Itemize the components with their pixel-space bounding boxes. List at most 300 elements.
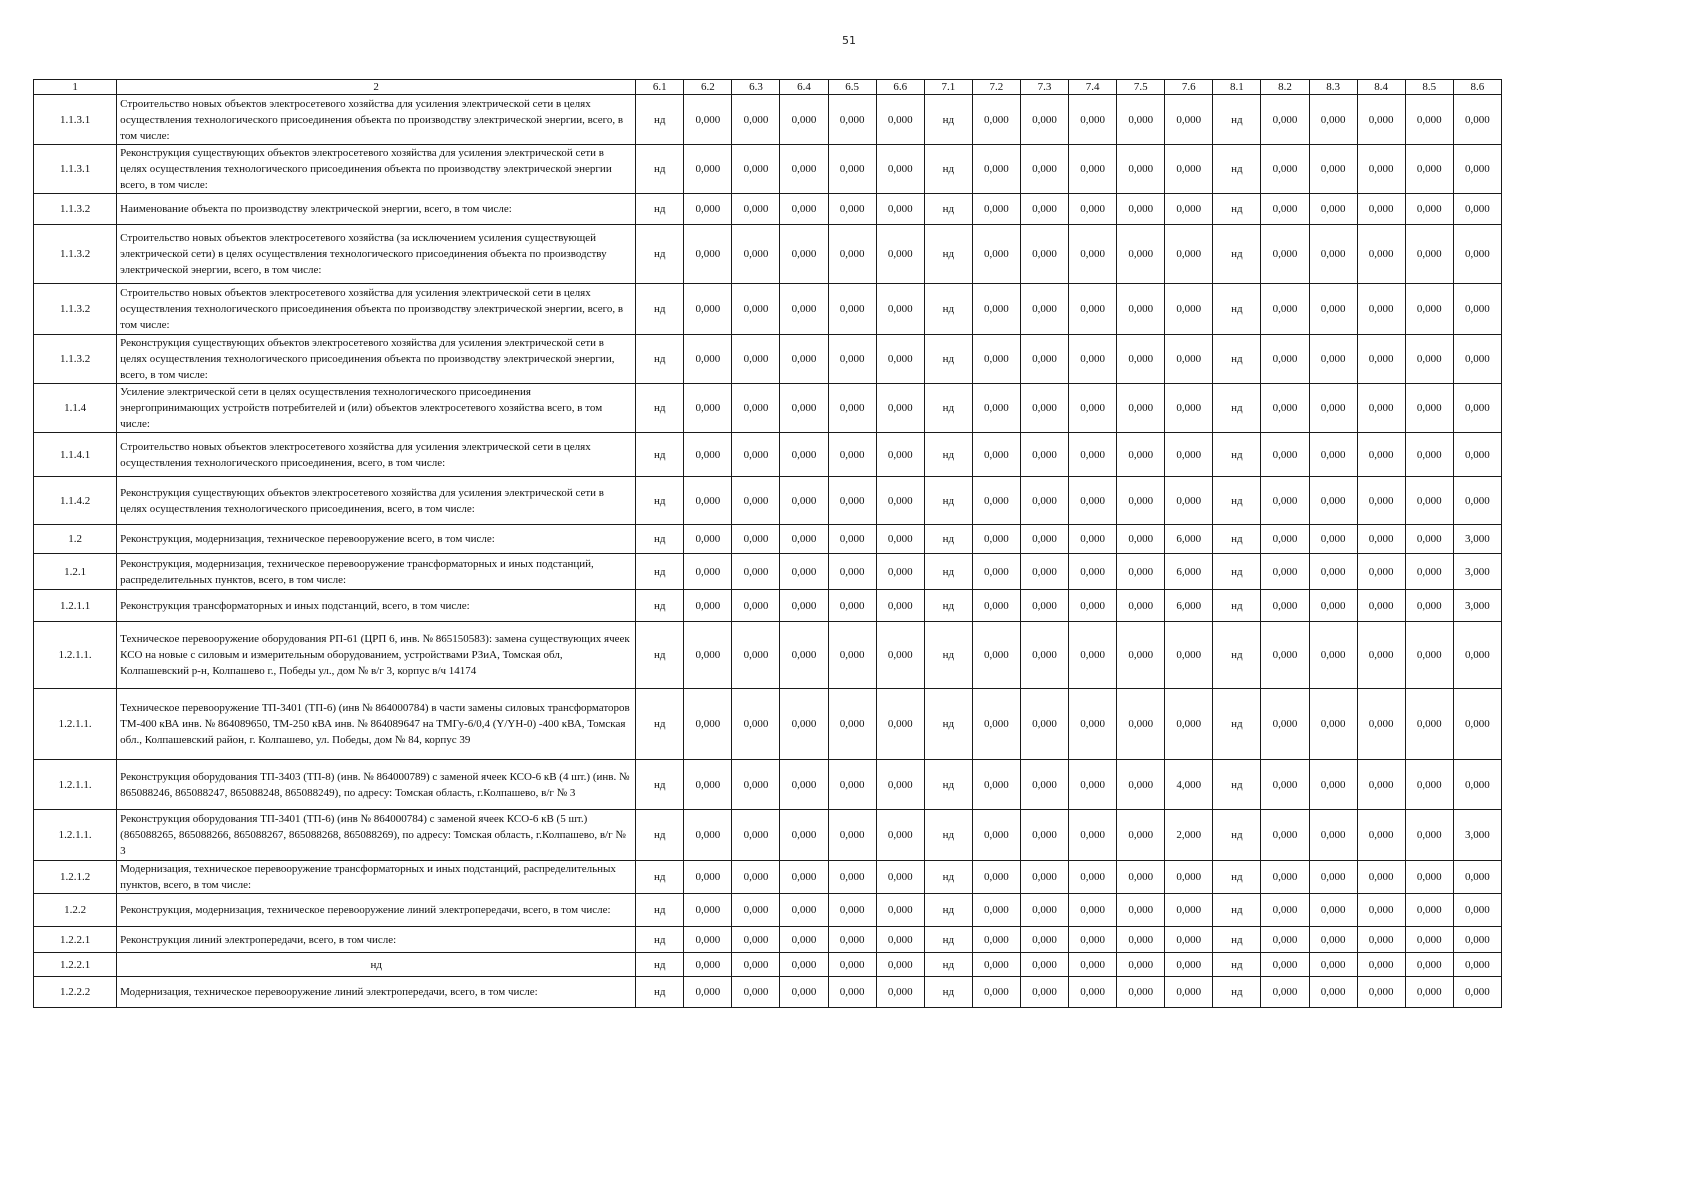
- value-cell: нд: [924, 810, 972, 861]
- value-cell: 0,000: [876, 335, 924, 384]
- value-cell: 0,000: [1020, 760, 1068, 810]
- row-code: 1.2.2.1: [34, 927, 117, 953]
- value-cell: 0,000: [780, 525, 828, 554]
- value-cell: нд: [924, 894, 972, 927]
- column-header: 8.5: [1405, 80, 1453, 95]
- value-cell: 0,000: [780, 810, 828, 861]
- row-description: нд: [117, 953, 636, 977]
- row-code: 1.1.3.1: [34, 145, 117, 194]
- row-code: 1.1.3.2: [34, 194, 117, 225]
- column-header: 1: [34, 80, 117, 95]
- row-description: Реконструкция линий электропередачи, всего, в том числе:: [117, 927, 636, 953]
- value-cell: 0,000: [972, 927, 1020, 953]
- value-cell: 0,000: [1165, 194, 1213, 225]
- value-cell: 0,000: [732, 225, 780, 284]
- value-cell: нд: [924, 861, 972, 894]
- value-cell: нд: [636, 335, 684, 384]
- row-description: Реконструкция оборудования ТП-3401 (ТП-6) (инв № 864000784) с заменой ячеек КСО-6 кВ (5 шт.) (865088265, 865088266, 865088267, 865088268, 865088269), по адресу: Томская область, г.Колпашево, в/г № 3: [117, 810, 636, 861]
- column-header: 7.5: [1117, 80, 1165, 95]
- value-cell: 0,000: [1117, 525, 1165, 554]
- value-cell: 3,000: [1453, 525, 1501, 554]
- value-cell: 3,000: [1453, 810, 1501, 861]
- value-cell: 0,000: [972, 622, 1020, 689]
- row-description: Реконструкция, модернизация, техническое перевооружение трансформаторных и иных подстанций, распределительных пунктов, всего, в том числе:: [117, 554, 636, 590]
- value-cell: 3,000: [1453, 554, 1501, 590]
- value-cell: 0,000: [1117, 977, 1165, 1008]
- value-cell: 0,000: [732, 977, 780, 1008]
- table-row: [34, 554, 1502, 590]
- value-cell: 0,000: [1165, 977, 1213, 1008]
- value-cell: нд: [636, 477, 684, 525]
- value-cell: нд: [636, 554, 684, 590]
- value-cell: 0,000: [828, 861, 876, 894]
- value-cell: 0,000: [1261, 953, 1309, 977]
- value-cell: 0,000: [1261, 433, 1309, 477]
- value-cell: 0,000: [972, 861, 1020, 894]
- value-cell: 0,000: [1069, 335, 1117, 384]
- value-cell: 0,000: [732, 384, 780, 433]
- value-cell: 0,000: [1261, 760, 1309, 810]
- table-row: [34, 927, 1502, 953]
- row-code: 1.2.1.1.: [34, 810, 117, 861]
- value-cell: 0,000: [1165, 477, 1213, 525]
- value-cell: 0,000: [1357, 554, 1405, 590]
- row-code: 1.1.4.2: [34, 477, 117, 525]
- value-cell: нд: [1213, 525, 1261, 554]
- value-cell: нд: [924, 145, 972, 194]
- value-cell: нд: [1213, 953, 1261, 977]
- value-cell: 0,000: [1453, 622, 1501, 689]
- value-cell: 0,000: [1357, 525, 1405, 554]
- value-cell: 0,000: [1405, 194, 1453, 225]
- value-cell: 0,000: [780, 95, 828, 145]
- value-cell: 0,000: [1405, 384, 1453, 433]
- value-cell: 0,000: [1020, 145, 1068, 194]
- value-cell: 0,000: [1309, 977, 1357, 1008]
- value-cell: нд: [924, 977, 972, 1008]
- value-cell: 0,000: [876, 194, 924, 225]
- value-cell: 0,000: [1020, 590, 1068, 622]
- value-cell: нд: [924, 689, 972, 760]
- value-cell: 0,000: [732, 95, 780, 145]
- value-cell: 0,000: [1165, 384, 1213, 433]
- value-cell: 0,000: [972, 525, 1020, 554]
- value-cell: 0,000: [1453, 145, 1501, 194]
- value-cell: нд: [636, 145, 684, 194]
- table-row: [34, 977, 1502, 1008]
- value-cell: 0,000: [684, 689, 732, 760]
- value-cell: 0,000: [1357, 927, 1405, 953]
- value-cell: 0,000: [1309, 384, 1357, 433]
- value-cell: 0,000: [780, 760, 828, 810]
- value-cell: 0,000: [972, 225, 1020, 284]
- value-cell: 0,000: [1309, 225, 1357, 284]
- value-cell: 0,000: [972, 384, 1020, 433]
- value-cell: 0,000: [1453, 927, 1501, 953]
- value-cell: 0,000: [1069, 284, 1117, 335]
- value-cell: 2,000: [1165, 810, 1213, 861]
- value-cell: 0,000: [1309, 927, 1357, 953]
- value-cell: 0,000: [1357, 477, 1405, 525]
- value-cell: 0,000: [972, 284, 1020, 335]
- value-cell: 0,000: [1020, 525, 1068, 554]
- value-cell: 0,000: [732, 622, 780, 689]
- value-cell: 0,000: [828, 145, 876, 194]
- row-description: Усиление электрической сети в целях осуществления технологического присоединения энергопринимающих устройств потребителей и (или) объектов электросетевого хозяйства всего, в том числе:: [117, 384, 636, 433]
- value-cell: 0,000: [876, 145, 924, 194]
- value-cell: 0,000: [1357, 622, 1405, 689]
- value-cell: 0,000: [1020, 977, 1068, 1008]
- value-cell: 0,000: [828, 225, 876, 284]
- value-cell: 0,000: [1020, 689, 1068, 760]
- value-cell: 0,000: [732, 525, 780, 554]
- value-cell: 0,000: [1069, 760, 1117, 810]
- value-cell: 0,000: [1020, 953, 1068, 977]
- value-cell: 0,000: [1165, 433, 1213, 477]
- value-cell: 0,000: [828, 525, 876, 554]
- value-cell: 0,000: [780, 554, 828, 590]
- value-cell: 0,000: [1261, 927, 1309, 953]
- value-cell: 0,000: [1117, 335, 1165, 384]
- value-cell: нд: [924, 95, 972, 145]
- table-row: [34, 953, 1502, 977]
- value-cell: нд: [924, 384, 972, 433]
- value-cell: 0,000: [1261, 384, 1309, 433]
- value-cell: 0,000: [780, 145, 828, 194]
- row-description: Строительство новых объектов электросетевого хозяйства для усиления электрической сети в целях осуществления технологического присоединения, всего, в том числе:: [117, 433, 636, 477]
- value-cell: 0,000: [1069, 477, 1117, 525]
- value-cell: 0,000: [1309, 894, 1357, 927]
- header-row: [34, 80, 1502, 95]
- value-cell: 0,000: [1405, 977, 1453, 1008]
- value-cell: 0,000: [1405, 477, 1453, 525]
- row-code: 1.2.2.1: [34, 953, 117, 977]
- value-cell: 0,000: [972, 590, 1020, 622]
- value-cell: 0,000: [828, 384, 876, 433]
- table-row: [34, 760, 1502, 810]
- value-cell: 0,000: [1069, 689, 1117, 760]
- value-cell: 0,000: [1261, 477, 1309, 525]
- value-cell: 0,000: [1069, 927, 1117, 953]
- value-cell: 0,000: [828, 590, 876, 622]
- value-cell: 0,000: [1405, 284, 1453, 335]
- value-cell: 0,000: [1020, 927, 1068, 953]
- value-cell: 0,000: [1309, 861, 1357, 894]
- row-code: 1.2.1: [34, 554, 117, 590]
- value-cell: 0,000: [1069, 590, 1117, 622]
- value-cell: 0,000: [1261, 95, 1309, 145]
- value-cell: нд: [1213, 689, 1261, 760]
- value-cell: 0,000: [1453, 861, 1501, 894]
- column-header: 6.2: [684, 80, 732, 95]
- row-code: 1.1.4.1: [34, 433, 117, 477]
- value-cell: 0,000: [1357, 95, 1405, 145]
- table-row: [34, 335, 1502, 384]
- value-cell: нд: [924, 760, 972, 810]
- value-cell: 0,000: [684, 95, 732, 145]
- value-cell: 0,000: [1357, 760, 1405, 810]
- value-cell: 0,000: [732, 284, 780, 335]
- value-cell: 0,000: [1117, 225, 1165, 284]
- value-cell: нд: [924, 554, 972, 590]
- value-cell: 0,000: [876, 525, 924, 554]
- value-cell: нд: [924, 590, 972, 622]
- column-header: 8.6: [1453, 80, 1501, 95]
- value-cell: 0,000: [732, 194, 780, 225]
- value-cell: нд: [636, 953, 684, 977]
- row-code: 1.2.2.2: [34, 977, 117, 1008]
- column-header: 8.2: [1261, 80, 1309, 95]
- value-cell: 0,000: [684, 194, 732, 225]
- value-cell: 0,000: [1069, 225, 1117, 284]
- value-cell: 0,000: [1405, 335, 1453, 384]
- value-cell: 0,000: [1261, 335, 1309, 384]
- value-cell: нд: [1213, 894, 1261, 927]
- value-cell: 0,000: [876, 225, 924, 284]
- value-cell: нд: [924, 477, 972, 525]
- value-cell: нд: [1213, 927, 1261, 953]
- value-cell: нд: [1213, 977, 1261, 1008]
- value-cell: 0,000: [684, 810, 732, 861]
- value-cell: нд: [1213, 284, 1261, 335]
- table-row: [34, 95, 1502, 145]
- value-cell: 0,000: [1261, 284, 1309, 335]
- value-cell: 0,000: [876, 953, 924, 977]
- value-cell: 0,000: [972, 953, 1020, 977]
- value-cell: 0,000: [1309, 953, 1357, 977]
- row-code: 1.1.3.2: [34, 225, 117, 284]
- value-cell: 0,000: [1069, 95, 1117, 145]
- value-cell: 0,000: [1165, 145, 1213, 194]
- row-code: 1.2: [34, 525, 117, 554]
- value-cell: 0,000: [1069, 861, 1117, 894]
- value-cell: 0,000: [1117, 194, 1165, 225]
- table-row: [34, 194, 1502, 225]
- column-header: 6.1: [636, 80, 684, 95]
- row-description: Техническое перевооружение оборудования РП-61 (ЦРП 6, инв. № 865150583): замена существующих ячеек КСО на новые с силовым и измерительным оборудованием, устройствами РЗиА, Томская обл, Колпашевский р-н, Колпашево г., Победы ул., дом № в/г 3, корпус в/ч 14174: [117, 622, 636, 689]
- value-cell: 0,000: [1357, 590, 1405, 622]
- value-cell: 0,000: [972, 145, 1020, 194]
- value-cell: 0,000: [1453, 477, 1501, 525]
- value-cell: 0,000: [1309, 760, 1357, 810]
- value-cell: 0,000: [1117, 927, 1165, 953]
- value-cell: 0,000: [1069, 894, 1117, 927]
- value-cell: 0,000: [1261, 689, 1309, 760]
- value-cell: нд: [924, 194, 972, 225]
- value-cell: 0,000: [1309, 433, 1357, 477]
- value-cell: 0,000: [1117, 433, 1165, 477]
- value-cell: 0,000: [1020, 95, 1068, 145]
- column-header: 7.4: [1069, 80, 1117, 95]
- value-cell: 0,000: [780, 477, 828, 525]
- value-cell: 0,000: [1453, 284, 1501, 335]
- value-cell: 0,000: [1020, 861, 1068, 894]
- value-cell: 0,000: [780, 622, 828, 689]
- value-cell: 0,000: [972, 477, 1020, 525]
- value-cell: 0,000: [1117, 384, 1165, 433]
- value-cell: 0,000: [876, 554, 924, 590]
- value-cell: 0,000: [1357, 145, 1405, 194]
- table-row: [34, 384, 1502, 433]
- value-cell: 0,000: [1020, 284, 1068, 335]
- row-description: Техническое перевооружение ТП-3401 (ТП-6) (инв № 864000784) в части замены силовых трансформаторов ТМ-400 кВА инв. № 864089650, ТМ-250 кВА инв. № 864089647 на ТМГу-6/0,4 (Y/YH-0) -400 кВА, Томская обл., Колпашевский район, г. Колпашево, ул. Победы, дом № 84, корпус 39: [117, 689, 636, 760]
- value-cell: 0,000: [828, 284, 876, 335]
- value-cell: 0,000: [876, 384, 924, 433]
- value-cell: 0,000: [828, 622, 876, 689]
- value-cell: 0,000: [684, 554, 732, 590]
- value-cell: 0,000: [876, 689, 924, 760]
- value-cell: 0,000: [876, 810, 924, 861]
- value-cell: 0,000: [1117, 477, 1165, 525]
- value-cell: 0,000: [876, 622, 924, 689]
- value-cell: 0,000: [828, 95, 876, 145]
- value-cell: 0,000: [732, 810, 780, 861]
- value-cell: 0,000: [1453, 335, 1501, 384]
- value-cell: 0,000: [1405, 760, 1453, 810]
- value-cell: 0,000: [1117, 953, 1165, 977]
- value-cell: 0,000: [1405, 953, 1453, 977]
- value-cell: 0,000: [732, 433, 780, 477]
- row-code: 1.1.4: [34, 384, 117, 433]
- value-cell: 0,000: [684, 590, 732, 622]
- value-cell: 0,000: [1357, 384, 1405, 433]
- value-cell: 0,000: [1165, 927, 1213, 953]
- value-cell: 0,000: [972, 95, 1020, 145]
- value-cell: 0,000: [1405, 590, 1453, 622]
- row-description: Реконструкция трансформаторных и иных подстанций, всего, в том числе:: [117, 590, 636, 622]
- value-cell: нд: [924, 927, 972, 953]
- value-cell: 0,000: [876, 477, 924, 525]
- value-cell: 0,000: [780, 861, 828, 894]
- value-cell: 0,000: [1357, 953, 1405, 977]
- value-cell: 0,000: [1357, 433, 1405, 477]
- column-header: 7.1: [924, 80, 972, 95]
- value-cell: 0,000: [684, 977, 732, 1008]
- value-cell: нд: [636, 384, 684, 433]
- value-cell: нд: [636, 590, 684, 622]
- value-cell: 0,000: [1165, 894, 1213, 927]
- column-header: 7.2: [972, 80, 1020, 95]
- value-cell: 0,000: [684, 335, 732, 384]
- value-cell: 0,000: [1020, 194, 1068, 225]
- value-cell: нд: [924, 225, 972, 284]
- value-cell: 0,000: [1261, 810, 1309, 861]
- value-cell: 0,000: [1261, 977, 1309, 1008]
- value-cell: нд: [1213, 861, 1261, 894]
- value-cell: нд: [636, 861, 684, 894]
- data-table: [33, 79, 1502, 1008]
- value-cell: 0,000: [1453, 194, 1501, 225]
- value-cell: 0,000: [1405, 145, 1453, 194]
- value-cell: 0,000: [1261, 194, 1309, 225]
- value-cell: нд: [636, 689, 684, 760]
- value-cell: нд: [636, 927, 684, 953]
- value-cell: 0,000: [684, 861, 732, 894]
- value-cell: 0,000: [684, 433, 732, 477]
- value-cell: 0,000: [1405, 554, 1453, 590]
- value-cell: 0,000: [780, 977, 828, 1008]
- table-row: [34, 525, 1502, 554]
- value-cell: нд: [924, 335, 972, 384]
- value-cell: 0,000: [1020, 335, 1068, 384]
- value-cell: 0,000: [1069, 953, 1117, 977]
- row-description: Реконструкция оборудования ТП-3403 (ТП-8) (инв. № 864000789) с заменой ячеек КСО-6 кВ (4 шт.) (инв. № 865088246, 865088247, 865088248, 865088249), по адресу: Томская область, г.Колпашево, в/г № 3: [117, 760, 636, 810]
- value-cell: 0,000: [1405, 927, 1453, 953]
- value-cell: нд: [636, 894, 684, 927]
- value-cell: 0,000: [732, 554, 780, 590]
- table-row: [34, 225, 1502, 284]
- value-cell: 0,000: [1357, 894, 1405, 927]
- column-header: 8.1: [1213, 80, 1261, 95]
- value-cell: 6,000: [1165, 525, 1213, 554]
- value-cell: 0,000: [1405, 525, 1453, 554]
- table-row: [34, 590, 1502, 622]
- value-cell: нд: [1213, 384, 1261, 433]
- value-cell: 0,000: [876, 284, 924, 335]
- value-cell: 0,000: [1117, 622, 1165, 689]
- value-cell: 0,000: [828, 953, 876, 977]
- value-cell: нд: [1213, 760, 1261, 810]
- value-cell: 0,000: [1453, 894, 1501, 927]
- value-cell: 0,000: [1357, 689, 1405, 760]
- value-cell: 0,000: [1117, 554, 1165, 590]
- value-cell: 0,000: [780, 225, 828, 284]
- value-cell: 0,000: [684, 760, 732, 810]
- row-code: 1.2.1.1.: [34, 689, 117, 760]
- table-row: [34, 810, 1502, 861]
- value-cell: 0,000: [876, 760, 924, 810]
- value-cell: 0,000: [1117, 894, 1165, 927]
- value-cell: 0,000: [1020, 622, 1068, 689]
- value-cell: нд: [1213, 145, 1261, 194]
- value-cell: 0,000: [1261, 145, 1309, 194]
- value-cell: 0,000: [1117, 689, 1165, 760]
- value-cell: 0,000: [1069, 433, 1117, 477]
- value-cell: 0,000: [684, 622, 732, 689]
- row-code: 1.2.1.2: [34, 861, 117, 894]
- value-cell: 0,000: [1309, 554, 1357, 590]
- value-cell: 0,000: [780, 953, 828, 977]
- value-cell: 0,000: [876, 590, 924, 622]
- value-cell: 0,000: [684, 477, 732, 525]
- value-cell: 0,000: [1165, 95, 1213, 145]
- table-row: [34, 477, 1502, 525]
- value-cell: 0,000: [1165, 225, 1213, 284]
- value-cell: 0,000: [828, 554, 876, 590]
- value-cell: 0,000: [1261, 225, 1309, 284]
- value-cell: 0,000: [780, 590, 828, 622]
- value-cell: 0,000: [1020, 384, 1068, 433]
- value-cell: нд: [636, 622, 684, 689]
- value-cell: нд: [636, 810, 684, 861]
- page-number: 51: [842, 34, 856, 47]
- value-cell: 0,000: [1020, 477, 1068, 525]
- value-cell: 0,000: [1453, 953, 1501, 977]
- value-cell: 0,000: [1357, 335, 1405, 384]
- value-cell: 0,000: [972, 335, 1020, 384]
- value-cell: нд: [1213, 590, 1261, 622]
- value-cell: 0,000: [684, 384, 732, 433]
- value-cell: 0,000: [1453, 225, 1501, 284]
- value-cell: 0,000: [1069, 145, 1117, 194]
- row-description: Наименование объекта по производству электрической энергии, всего, в том числе:: [117, 194, 636, 225]
- value-cell: 0,000: [1020, 225, 1068, 284]
- value-cell: 0,000: [828, 810, 876, 861]
- column-header: 6.4: [780, 80, 828, 95]
- value-cell: 0,000: [1309, 145, 1357, 194]
- row-description: Реконструкция, модернизация, техническое перевооружение всего, в том числе:: [117, 525, 636, 554]
- value-cell: 0,000: [1357, 861, 1405, 894]
